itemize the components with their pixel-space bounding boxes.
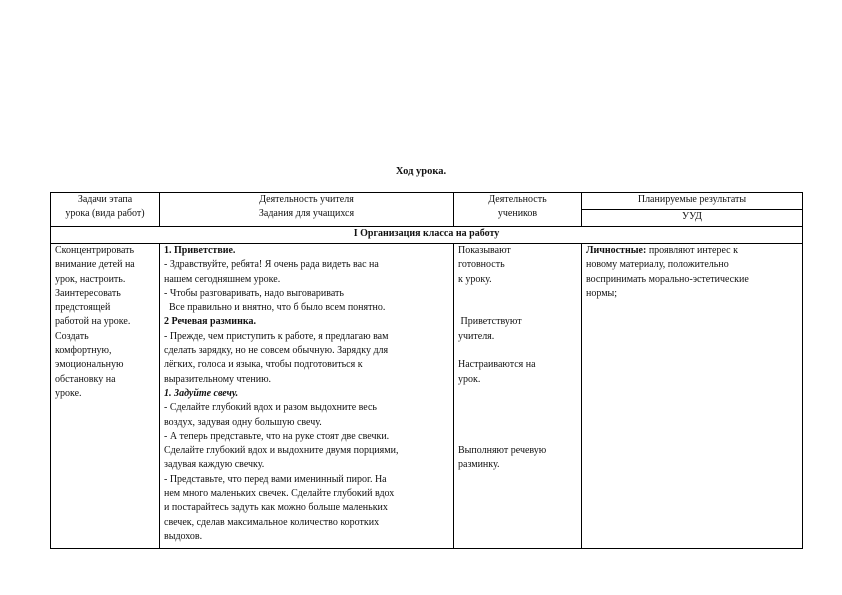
personal-results-label: Личностные: [586,245,647,256]
header-uud: УУД [582,210,803,227]
header-planned-results: Планируемые результаты [582,193,803,210]
header-student-activity: Деятельность учеников [454,193,582,227]
table-header-row-1 [51,193,803,210]
content-row [51,244,803,549]
header-stage-tasks: Задачи этапа урока (вида работ) [51,193,160,227]
speech-warmup-heading: 2 Речевая разминка. [164,316,256,328]
greeting-heading: 1. Приветствие. [164,245,236,256]
blow-candle-heading: 1. Задуйте свечу. [164,387,239,399]
teacher-activity-cell: 1. Приветствие. - Здравствуйте, ребята! Я очень рада видеть вас на нашем сегодняшнем уроке. - Чтобы разговаривать, надо выговаривать Все правильно и внятно, что б было всем понятно. 2 Речевая разминка. - Прежде, чем приступить к работе, я предлагаю вам сделать зарядку, но не совсем обычную. Зарядку для лёгких, голоса и языка, чтобы подготовиться к выразительному чтению. 1. Задуйте свечу. - Сделайте глубокий вдох и разом выдохните весь воздух, задувая одну большую свечу. - А теперь представьте, что на руке стоят две свечки. Сделайте глубокий вдох и выдохните двумя порциями, задувая каждую свечку. - Представьте, что перед вами именинный пирог. На нем много маленьких свечек. Сделайте глубокий вдох и постарайтесь задуть как можно больше маленьких свечек, сделав максимальное количество коротких выдохов. [160,244,454,549]
lesson-plan-table [50,192,803,549]
page-title: Ход урока. [395,166,447,177]
section-title: I Организация класса на работу [51,227,803,244]
uud-cell: Личностные: проявляют интерес к новому материалу, положительно воспринимать морально-эстетические нормы; [582,244,803,549]
student-activity-cell: Показывают готовность к уроку. Приветствуют учителя. Настраиваются на урок. Выполняют речевую разминку. [454,244,582,549]
stage-tasks-cell: Сконцентрировать внимание детей на урок, настроить. Заинтересовать предстоящей работой на уроке. Создать комфортную, эмоциональную обстановку на уроке. [51,244,160,549]
header-teacher-activity: Деятельность учителя Задания для учащихся [160,193,454,227]
section-row [51,227,803,244]
